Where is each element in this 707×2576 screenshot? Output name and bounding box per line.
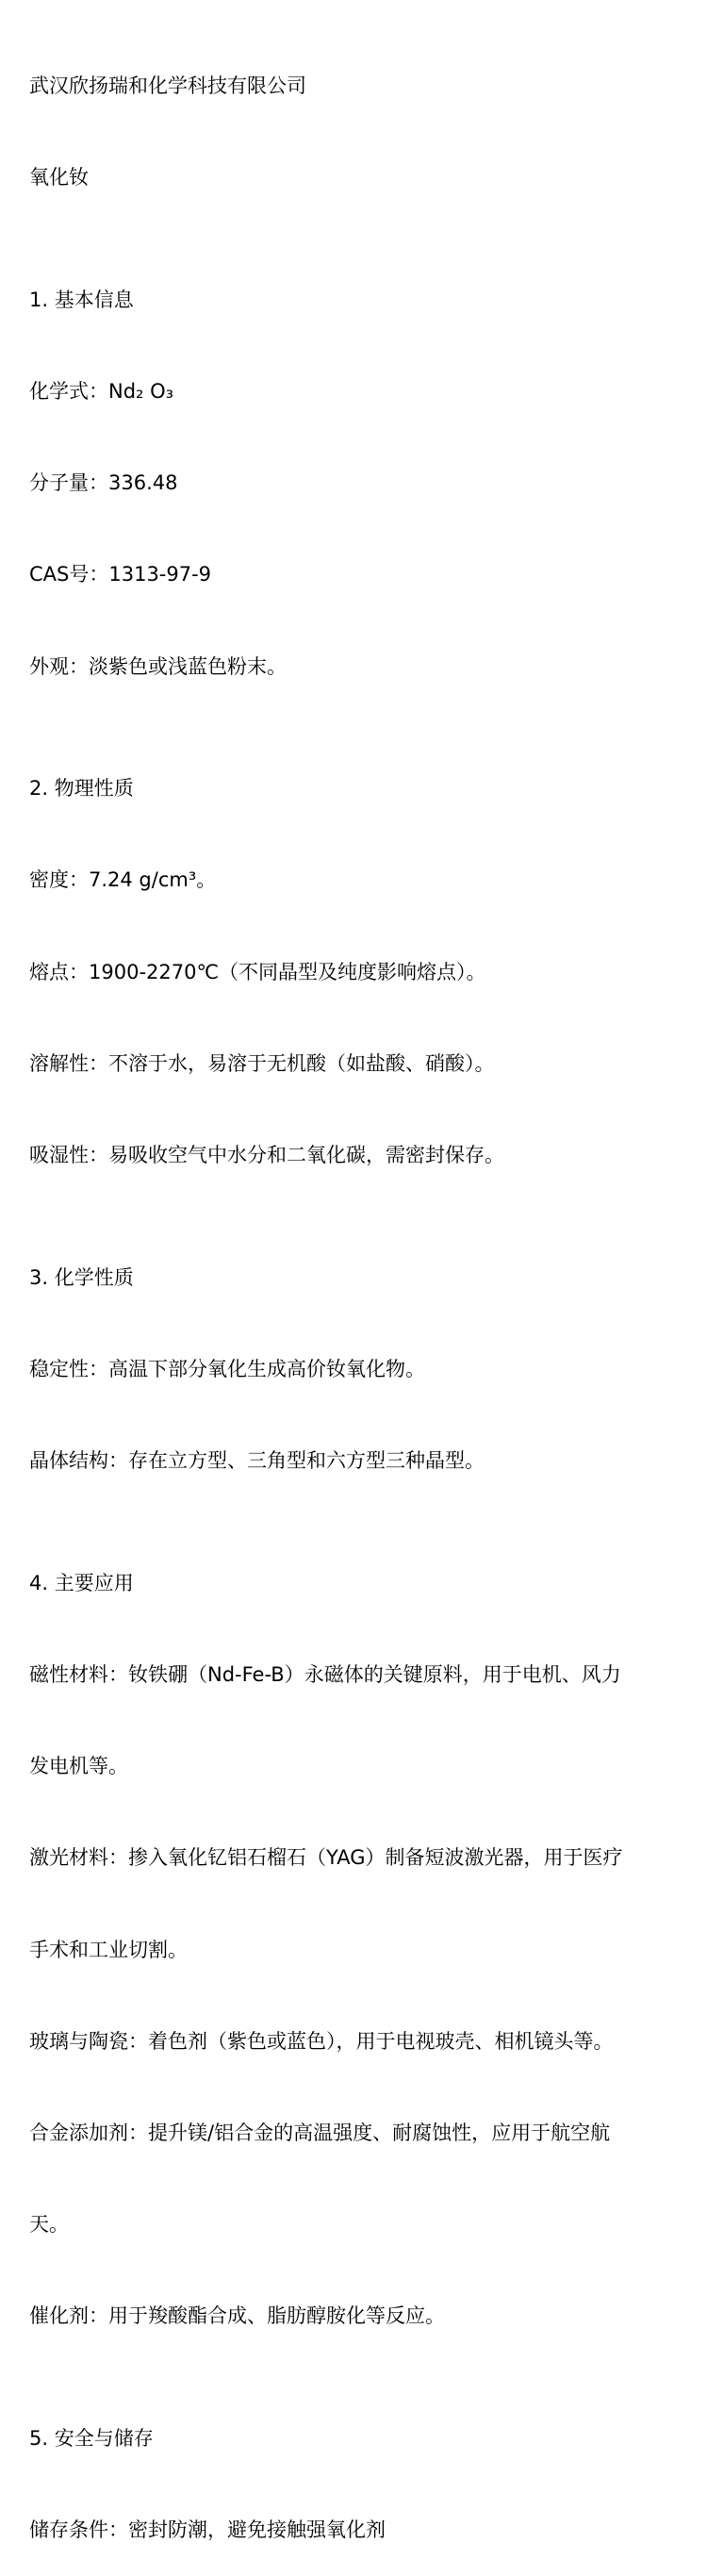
application-magnetic-line-1: 磁性材料：钕铁硼（Nd-Fe-B）永磁体的关键原料，用于电机、风力 [29,1662,621,1686]
section-heading-chemical: 3. 化学性质 [29,1265,134,1289]
application-glass-ceramics: 玻璃与陶瓷：着色剂（紫色或蓝色），用于电视玻壳、相机镜头等。 [29,2029,614,2053]
crystal-structure: 晶体结构：存在立方型、三角型和六方型三种晶型。 [29,1449,485,1473]
hygroscopicity: 吸湿性：易吸收空气中水分和二氧化碳，需密封保存。 [29,1144,504,1167]
section-heading-safety: 5. 安全与储存 [29,2427,154,2451]
storage-conditions: 储存条件：密封防潮，避免接触强氧化剂 [29,2518,386,2542]
section-heading-basic-info: 1. 基本信息 [29,288,134,311]
stability: 稳定性：高温下部分氧化生成高价钕氧化物。 [29,1357,425,1380]
product-name: 氧化钕 [29,166,89,190]
company-name: 武汉欣扬瑞和化学科技有限公司 [29,74,306,97]
document-body [29,9,694,2576]
appearance: 外观：淡紫色或浅蓝色粉末。 [29,654,287,678]
chemical-formula: 化学式：Nd₂ O₃ [29,379,174,403]
section-heading-applications: 4. 主要应用 [29,1571,134,1594]
application-alloy-line-1: 合金添加剂：提升镁/铝合金的高温强度、耐腐蚀性，应用于航空航 [29,2122,611,2145]
solubility: 溶解性：不溶于水，易溶于无机酸（如盐酸、硝酸）。 [29,1051,495,1075]
application-magnetic-line-2: 发电机等。 [29,1755,128,1778]
application-laser-line-2: 手术和工业切割。 [29,1938,188,1961]
cas-number: CAS号：1313-97-9 [29,563,212,586]
density: 密度：7.24 g/cm³。 [29,868,217,892]
application-laser-line-1: 激光材料：掺入氧化钇铝石榴石（YAG）制备短波激光器，用于医疗 [29,1846,623,1870]
application-alloy-line-2: 天。 [29,2213,69,2237]
application-catalyst: 催化剂：用于羧酸酯合成、脂肪醇胺化等反应。 [29,2304,445,2328]
section-heading-physical: 2. 物理性质 [29,777,134,801]
melting-point: 熔点：1900-2270℃（不同晶型及纯度影响熔点）。 [29,960,486,983]
molecular-weight: 分子量：336.48 [29,471,178,495]
